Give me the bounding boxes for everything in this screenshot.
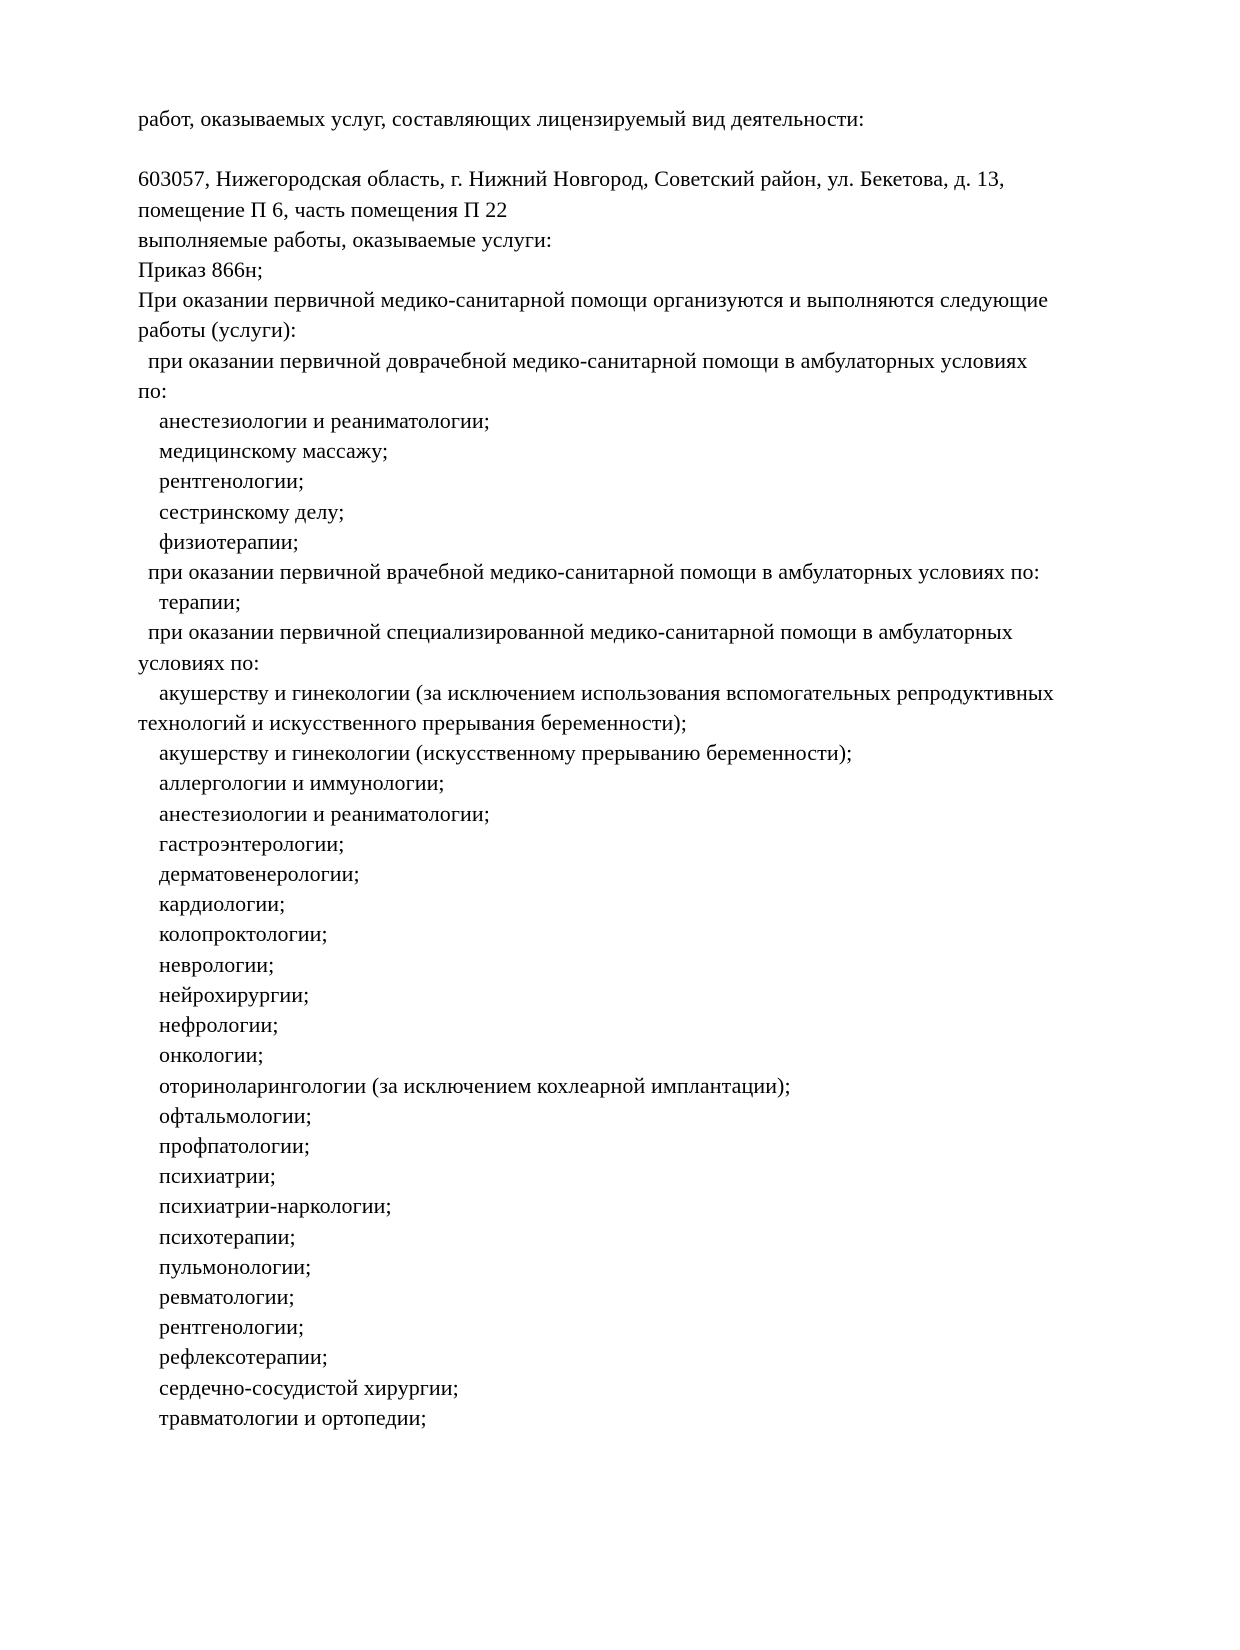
document-line: медицинскому массажу; (159, 438, 389, 464)
document-line: акушерству и гинекологии (за исключением использования вспомогательных репродуктивных (159, 679, 1054, 705)
document-line: сердечно-сосудистой хирургии; (159, 1374, 459, 1400)
document-line: выполняемые работы, оказываемые услуги: (138, 226, 553, 252)
document-line: физиотерапии; (159, 528, 299, 554)
document-line: рефлексотерапии; (159, 1344, 328, 1370)
document-line: травматологии и ортопедии; (159, 1404, 427, 1430)
document-line: психотерапии; (159, 1223, 296, 1249)
document-line: неврологии; (159, 951, 275, 977)
document-line: сестринскому делу; (159, 498, 345, 524)
document-line: нефрологии; (159, 1012, 279, 1038)
document-line: дерматовенерологии; (159, 861, 360, 887)
document-line: офтальмологии; (159, 1102, 312, 1128)
document-line: Приказ 866н; (138, 257, 264, 283)
document-line: кардиологии; (159, 891, 286, 917)
document-line: аллергологии и иммунологии; (159, 770, 445, 796)
document-line: психиатрии-наркологии; (159, 1193, 392, 1219)
document-line: нейрохирургии; (159, 981, 310, 1007)
document-line: рентгенологии; (159, 1314, 305, 1340)
document-line: онкологии; (159, 1042, 264, 1068)
document-line: рентгенологии; (159, 468, 305, 494)
document-line: по: (138, 377, 168, 403)
document-line: ревматологии; (159, 1283, 295, 1309)
document-line: 603057, Нижегородская область, г. Нижний Новгород, Советский район, ул. Бекетова, д. 13, (138, 166, 1005, 192)
document-line: анестезиологии и реаниматологии; (159, 408, 490, 434)
document-line: анестезиологии и реаниматологии; (159, 800, 490, 826)
document-line: колопроктологии; (159, 921, 328, 947)
document-line: терапии; (159, 589, 242, 615)
document-line: пульмонологии; (159, 1253, 312, 1279)
document-line: профпатологии; (159, 1132, 311, 1158)
document-line (138, 134, 1168, 164)
document-line: акушерству и гинекологии (искусственному прерыванию беременности); (159, 740, 853, 766)
document-line: при оказании первичной врачебной медико-санитарной помощи в амбулаторных условиях по: (148, 559, 1040, 585)
document-line: работы (услуги): (138, 317, 297, 343)
document-line: работ, оказываемых услуг, составляющих лицензируемый вид деятельности: (138, 106, 865, 131)
document-line: психиатрии; (159, 1163, 276, 1189)
document-line: технологий и искусственного прерывания беременности); (138, 710, 687, 736)
document-line: при оказании первичной специализированной медико-санитарной помощи в амбулаторных (148, 619, 1013, 645)
document-line: При оказании первичной медико-санитарной помощи организуются и выполняются следующие (138, 287, 1049, 313)
document-line: оториноларингологии (за исключением кохлеарной имплантации); (159, 1072, 791, 1098)
license-works-services-text (138, 104, 1168, 1433)
document-line: помещение П 6, часть помещения П 22 (138, 196, 508, 222)
document-line: гастроэнтерологии; (159, 830, 345, 856)
document-line: при оказании первичной доврачебной медико-санитарной помощи в амбулаторных условиях (148, 347, 1028, 373)
document-line: условиях по: (138, 649, 260, 675)
